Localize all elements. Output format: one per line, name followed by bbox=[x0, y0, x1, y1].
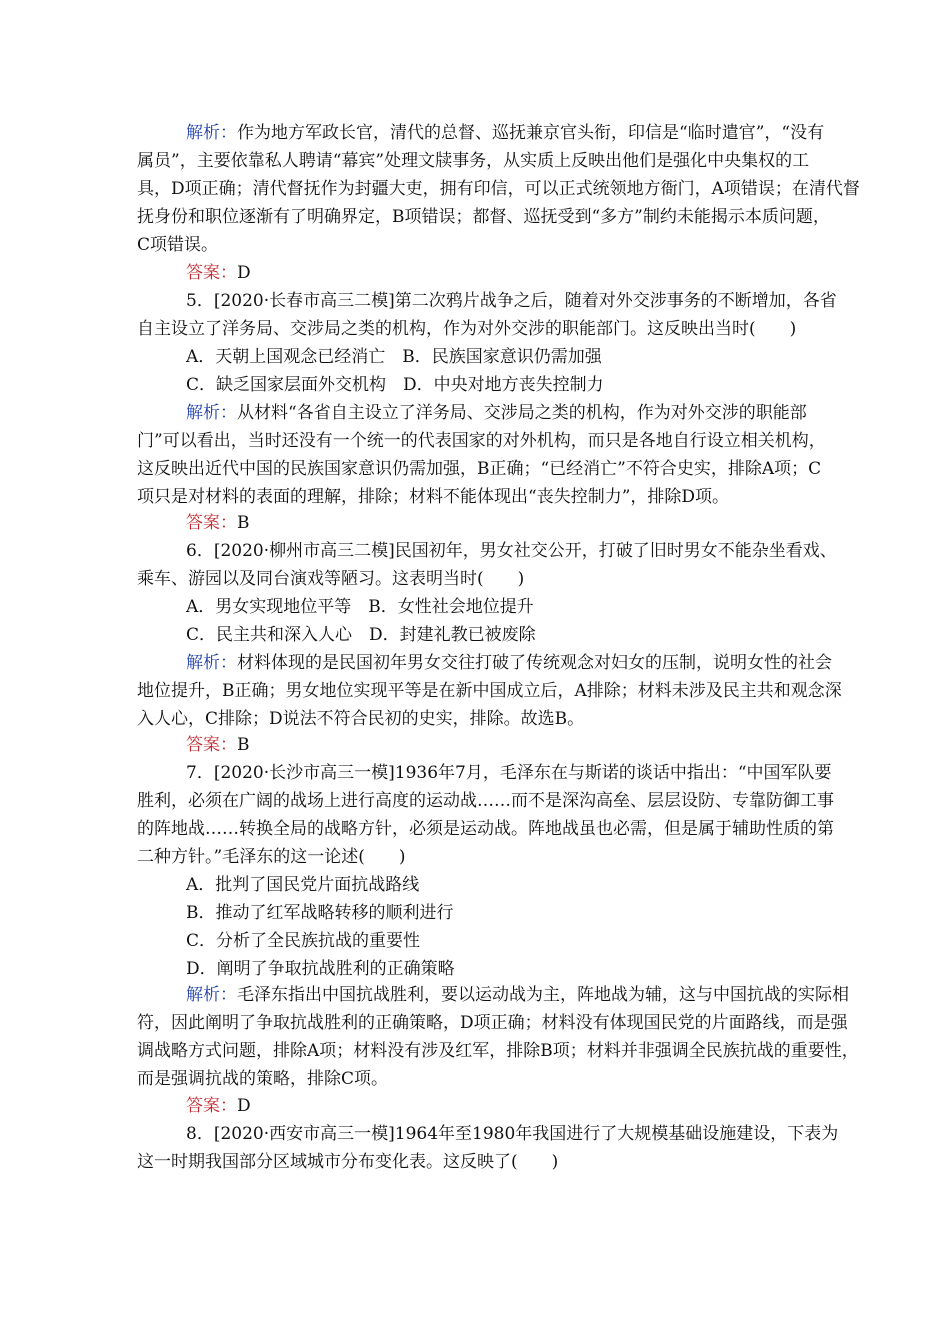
q6-analysis-line: 入人心，C排除；D说法不符合民初的史实，排除。故选B。 bbox=[137, 709, 585, 729]
q4-analysis-line: C项错误。 bbox=[137, 235, 219, 255]
q7-option-b: B．推动了红军战略转移的顺利进行 bbox=[186, 903, 454, 923]
q6-stem-line: 乘车、游园以及同台演戏等陋习。这表明当时( ) bbox=[137, 569, 525, 589]
q8-stem-line: 这一时期我国部分区域城市分布变化表。这反映了( ) bbox=[137, 1152, 559, 1172]
q5-analysis-line: 项只是对材料的表面的理解，排除；材料不能体现出“丧失控制力”，排除D项。 bbox=[137, 487, 730, 507]
q6-answer: 答案：B bbox=[186, 735, 250, 755]
q7-stem-line: 的阵地战……转换全局的战略方针，必须是运动战。阵地战虽也必需，但是属于辅助性质的第 bbox=[137, 819, 834, 839]
answer-label: 答案： bbox=[186, 735, 237, 755]
analysis-label: 解析： bbox=[186, 123, 237, 143]
q5-analysis-line: 门”可以看出，当时还没有一个统一的代表国家的对外机构，而只是各地自行设立相关机构， bbox=[137, 431, 826, 451]
q5-analysis-line: 解析：从材料“各省自主设立了洋务局、交涉局之类的机构，作为对外交涉的职能部 bbox=[186, 403, 807, 423]
q5-option-line: A．天朝上国观念已经消亡 B．民族国家意识仍需加强 bbox=[186, 347, 602, 367]
q7-analysis-line: 而是强调抗战的策略，排除C项。 bbox=[137, 1069, 389, 1089]
q6-stem-line: 6．[2020·柳州市高三二模]民国初年，男女社交公开，打破了旧时男女不能杂坐看戏、 bbox=[186, 541, 837, 561]
q5-answer: 答案：B bbox=[186, 513, 250, 533]
q5-analysis-line: 这反映出近代中国的民族国家意识仍需加强，B正确；“已经消亡”不符合史实，排除A项；C bbox=[137, 459, 822, 479]
q6-analysis-line: 地位提升，B正确；男女地位实现平等是在新中国成立后，A排除；材料未涉及民主共和观念深 bbox=[137, 681, 842, 701]
q7-analysis-line: 调战略方式问题，排除A项；材料没有涉及红军，排除B项；材料并非强调全民族抗战的重要性， bbox=[137, 1041, 859, 1061]
q7-analysis-line: 解析：毛泽东指出中国抗战胜利，要以运动战为主，阵地战为辅，这与中国抗战的实际相 bbox=[186, 985, 849, 1005]
answer-label: 答案： bbox=[186, 1096, 237, 1116]
q6-analysis-line: 解析：材料体现的是民国初年男女交往打破了传统观念对妇女的压制，说明女性的社会 bbox=[186, 653, 832, 673]
q7-option-c: C．分析了全民族抗战的重要性 bbox=[186, 931, 421, 951]
q4-analysis-line: 属员”，主要依靠私人聘请“幕宾”处理文牍事务，从实质上反映出他们是强化中央集权的工 bbox=[137, 151, 810, 171]
q6-option-line: C．民主共和深入人心 D．封建礼教已被废除 bbox=[186, 625, 536, 645]
q7-analysis-line: 符，因此阐明了争取抗战胜利的正确策略，D项正确；材料没有体现国民党的片面路线，而是强 bbox=[137, 1013, 848, 1033]
q7-answer: 答案：D bbox=[186, 1096, 251, 1116]
answer-label: 答案： bbox=[186, 513, 237, 533]
q7-option-d: D．阐明了争取抗战胜利的正确策略 bbox=[186, 959, 455, 979]
analysis-label: 解析： bbox=[186, 403, 237, 423]
q4-analysis-line: 解析：作为地方军政长官，清代的总督、巡抚兼京官头衔，印信是“临时遣官”，“没有 bbox=[186, 123, 825, 143]
q6-option-line: A．男女实现地位平等 B．女性社会地位提升 bbox=[186, 597, 534, 617]
q7-stem-line: 二种方针。”毛泽东的这一论述( ) bbox=[137, 847, 406, 867]
q4-answer: 答案：D bbox=[186, 263, 251, 283]
q8-stem-line: 8．[2020·西安市高三一模]1964年至1980年我国进行了大规模基础设施建设，下表为 bbox=[186, 1124, 839, 1144]
q7-stem-line: 7．[2020·长沙市高三一模]1936年7月，毛泽东在与斯诺的谈话中指出：“中国军队要 bbox=[186, 763, 832, 783]
q4-analysis-line: 具，D项正确；清代督抚作为封疆大吏，拥有印信，可以正式统领地方衙门，A项错误；在清代督 bbox=[137, 179, 860, 199]
analysis-label: 解析： bbox=[186, 985, 237, 1005]
analysis-label: 解析： bbox=[186, 653, 237, 673]
q4-analysis-line: 抚身份和职位逐渐有了明确界定，B项错误；都督、巡抚受到“多方”制约未能揭示本质问题， bbox=[137, 207, 830, 227]
q5-stem-line: 5．[2020·长春市高三二模]第二次鸦片战争之后，随着对外交涉事务的不断增加，各省 bbox=[186, 291, 837, 311]
q5-stem-line: 自主设立了洋务局、交涉局之类的机构，作为对外交涉的职能部门。这反映出当时( ) bbox=[137, 319, 797, 339]
q7-option-a: A．批判了国民党片面抗战路线 bbox=[186, 875, 420, 895]
q7-stem-line: 胜利，必须在广阔的战场上进行高度的运动战……而不是深沟高垒、层层设防、专靠防御工事 bbox=[137, 791, 834, 811]
q5-option-line: C．缺乏国家层面外交机构 D．中央对地方丧失控制力 bbox=[186, 375, 604, 395]
answer-label: 答案： bbox=[186, 263, 237, 283]
